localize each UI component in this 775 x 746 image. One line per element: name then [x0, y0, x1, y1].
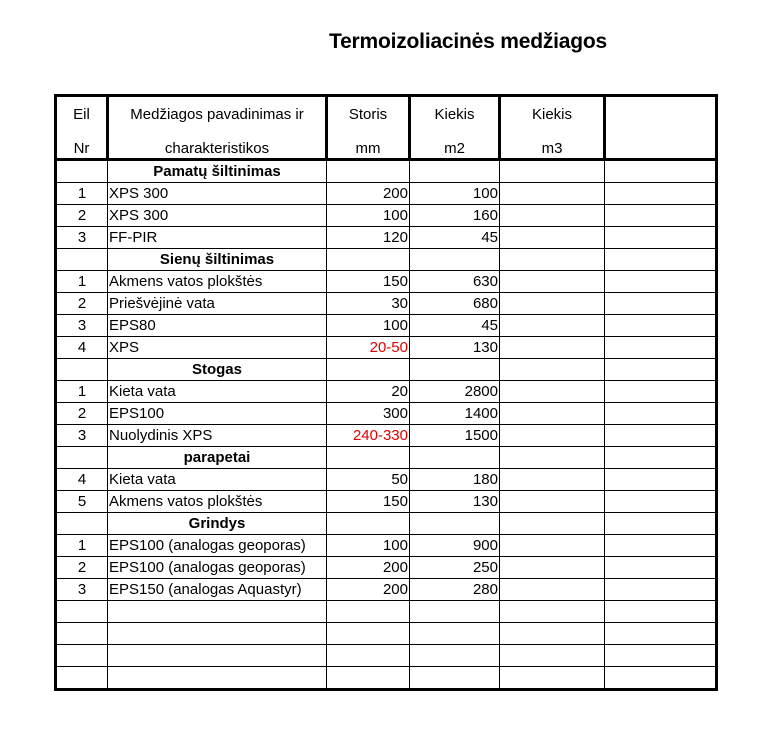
cell-m3: [500, 183, 605, 205]
cell-empty: [410, 645, 500, 667]
section-title: Grindys: [108, 513, 327, 535]
cell-storis: 240-330: [327, 425, 410, 447]
cell-name: EPS100 (analogas geoporas): [108, 557, 327, 579]
cell-storis: 300: [327, 403, 410, 425]
section-row: [56, 447, 717, 469]
cell-name: EPS100: [108, 403, 327, 425]
cell-name: Akmens vatos plokštės: [108, 271, 327, 293]
cell-extra: [605, 183, 717, 205]
empty-row: [56, 667, 717, 690]
cell-storis: [327, 359, 410, 381]
cell-nr: [56, 513, 108, 535]
cell-m3: [500, 513, 605, 535]
cell-name: EPS150 (analogas Aquastyr): [108, 579, 327, 601]
cell-name: EPS100 (analogas geoporas): [108, 535, 327, 557]
cell-m2: 680: [410, 293, 500, 315]
cell-extra: [605, 337, 717, 359]
cell-m3: [500, 271, 605, 293]
cell-storis: 120: [327, 227, 410, 249]
cell-extra: [605, 447, 717, 469]
cell-nr: [56, 359, 108, 381]
table-row: [56, 491, 717, 513]
cell-m2: 45: [410, 315, 500, 337]
cell-storis: 200: [327, 183, 410, 205]
page-title: Termoizoliacinės medžiagos: [329, 30, 607, 53]
cell-extra: [605, 403, 717, 425]
cell-m3: [500, 249, 605, 271]
cell-nr: 3: [56, 425, 108, 447]
cell-name: Kieta vata: [108, 469, 327, 491]
table-row: [56, 337, 717, 359]
cell-name: Priešvėjinė vata: [108, 293, 327, 315]
cell-storis: 30: [327, 293, 410, 315]
cell-m3: [500, 447, 605, 469]
table-row: [56, 315, 717, 337]
cell-m3: [500, 469, 605, 491]
cell-extra: [605, 249, 717, 271]
cell-empty: [56, 645, 108, 667]
cell-extra: [605, 205, 717, 227]
table-row: [56, 205, 717, 227]
cell-storis: 100: [327, 315, 410, 337]
section-row: [56, 249, 717, 271]
cell-m2: 2800: [410, 381, 500, 403]
cell-empty: [108, 645, 327, 667]
cell-nr: 4: [56, 337, 108, 359]
cell-m2: 130: [410, 337, 500, 359]
cell-nr: 1: [56, 535, 108, 557]
cell-storis: 20: [327, 381, 410, 403]
cell-storis: 100: [327, 205, 410, 227]
cell-name: EPS80: [108, 315, 327, 337]
cell-m3: [500, 403, 605, 425]
cell-m2: 180: [410, 469, 500, 491]
cell-m2: 900: [410, 535, 500, 557]
header-storis: Storis mm: [327, 96, 410, 160]
cell-storis: 150: [327, 491, 410, 513]
cell-name: Nuolydinis XPS: [108, 425, 327, 447]
cell-extra: [605, 227, 717, 249]
cell-nr: 1: [56, 381, 108, 403]
cell-nr: [56, 160, 108, 183]
section-row: [56, 513, 717, 535]
cell-nr: 2: [56, 403, 108, 425]
cell-m2: [410, 160, 500, 183]
cell-extra: [605, 513, 717, 535]
cell-empty: [500, 645, 605, 667]
cell-m2: 250: [410, 557, 500, 579]
cell-extra: [605, 160, 717, 183]
table-row: [56, 469, 717, 491]
materials-table: [54, 94, 718, 691]
cell-empty: [605, 601, 717, 623]
cell-m3: [500, 315, 605, 337]
cell-m2: [410, 249, 500, 271]
cell-m2: 45: [410, 227, 500, 249]
cell-name: Kieta vata: [108, 381, 327, 403]
cell-storis: 150: [327, 271, 410, 293]
section-row: [56, 160, 717, 183]
cell-empty: [500, 667, 605, 690]
table-row: [56, 271, 717, 293]
cell-name: XPS: [108, 337, 327, 359]
section-row: [56, 359, 717, 381]
table-row: [56, 579, 717, 601]
cell-name: Akmens vatos plokštės: [108, 491, 327, 513]
cell-storis: [327, 513, 410, 535]
cell-empty: [605, 645, 717, 667]
cell-empty: [327, 667, 410, 690]
table-row: [56, 535, 717, 557]
cell-empty: [410, 623, 500, 645]
cell-nr: [56, 249, 108, 271]
cell-m2: 1400: [410, 403, 500, 425]
cell-m3: [500, 557, 605, 579]
cell-extra: [605, 381, 717, 403]
cell-nr: 1: [56, 271, 108, 293]
table-row: [56, 293, 717, 315]
table-row: [56, 557, 717, 579]
header-kiekis-m3: Kiekis m3: [500, 96, 605, 160]
table-header-row: [56, 96, 717, 160]
cell-m2: 160: [410, 205, 500, 227]
empty-row: [56, 623, 717, 645]
table-row: [56, 183, 717, 205]
cell-empty: [108, 601, 327, 623]
cell-nr: 1: [56, 183, 108, 205]
section-title: parapetai: [108, 447, 327, 469]
cell-m3: [500, 381, 605, 403]
cell-m2: 130: [410, 491, 500, 513]
cell-extra: [605, 425, 717, 447]
cell-storis: [327, 160, 410, 183]
cell-m2: [410, 359, 500, 381]
cell-m3: [500, 535, 605, 557]
header-empty: [605, 96, 717, 160]
cell-m3: [500, 293, 605, 315]
cell-empty: [56, 667, 108, 690]
cell-extra: [605, 359, 717, 381]
cell-nr: 3: [56, 227, 108, 249]
cell-m3: [500, 227, 605, 249]
cell-extra: [605, 491, 717, 513]
cell-extra: [605, 271, 717, 293]
cell-empty: [410, 601, 500, 623]
cell-name: XPS 300: [108, 205, 327, 227]
cell-extra: [605, 557, 717, 579]
cell-nr: 3: [56, 315, 108, 337]
cell-extra: [605, 293, 717, 315]
cell-empty: [605, 667, 717, 690]
cell-extra: [605, 469, 717, 491]
cell-nr: 2: [56, 557, 108, 579]
cell-m2: [410, 513, 500, 535]
empty-row: [56, 645, 717, 667]
section-title: Stogas: [108, 359, 327, 381]
cell-m2: [410, 447, 500, 469]
header-name: Medžiagos pavadinimas ir charakteristikos: [108, 96, 327, 160]
header-kiekis-m2: Kiekis m2: [410, 96, 500, 160]
cell-nr: 4: [56, 469, 108, 491]
cell-empty: [605, 623, 717, 645]
cell-storis: 50: [327, 469, 410, 491]
cell-extra: [605, 579, 717, 601]
cell-empty: [108, 667, 327, 690]
cell-empty: [56, 623, 108, 645]
cell-nr: 3: [56, 579, 108, 601]
cell-empty: [56, 601, 108, 623]
cell-m3: [500, 337, 605, 359]
cell-extra: [605, 315, 717, 337]
cell-nr: [56, 447, 108, 469]
cell-m2: 1500: [410, 425, 500, 447]
cell-name: XPS 300: [108, 183, 327, 205]
cell-m2: 280: [410, 579, 500, 601]
cell-m3: [500, 359, 605, 381]
cell-storis: 200: [327, 579, 410, 601]
cell-m3: [500, 425, 605, 447]
cell-empty: [327, 645, 410, 667]
cell-empty: [108, 623, 327, 645]
cell-storis: [327, 249, 410, 271]
cell-empty: [327, 601, 410, 623]
cell-nr: 2: [56, 293, 108, 315]
cell-name: FF-PIR: [108, 227, 327, 249]
cell-extra: [605, 535, 717, 557]
cell-m2: 100: [410, 183, 500, 205]
cell-empty: [500, 623, 605, 645]
cell-m2: 630: [410, 271, 500, 293]
empty-row: [56, 601, 717, 623]
cell-storis: 100: [327, 535, 410, 557]
cell-m3: [500, 491, 605, 513]
table-row: [56, 381, 717, 403]
cell-m3: [500, 160, 605, 183]
section-title: Pamatų šiltinimas: [108, 160, 327, 183]
cell-storis: 20-50: [327, 337, 410, 359]
table-row: [56, 425, 717, 447]
cell-m3: [500, 579, 605, 601]
cell-storis: 200: [327, 557, 410, 579]
header-eil-nr: Eil Nr: [56, 96, 108, 160]
cell-nr: 5: [56, 491, 108, 513]
cell-empty: [327, 623, 410, 645]
cell-m3: [500, 205, 605, 227]
table-row: [56, 227, 717, 249]
section-title: Sienų šiltinimas: [108, 249, 327, 271]
cell-empty: [410, 667, 500, 690]
table-row: [56, 403, 717, 425]
cell-empty: [500, 601, 605, 623]
cell-storis: [327, 447, 410, 469]
cell-nr: 2: [56, 205, 108, 227]
